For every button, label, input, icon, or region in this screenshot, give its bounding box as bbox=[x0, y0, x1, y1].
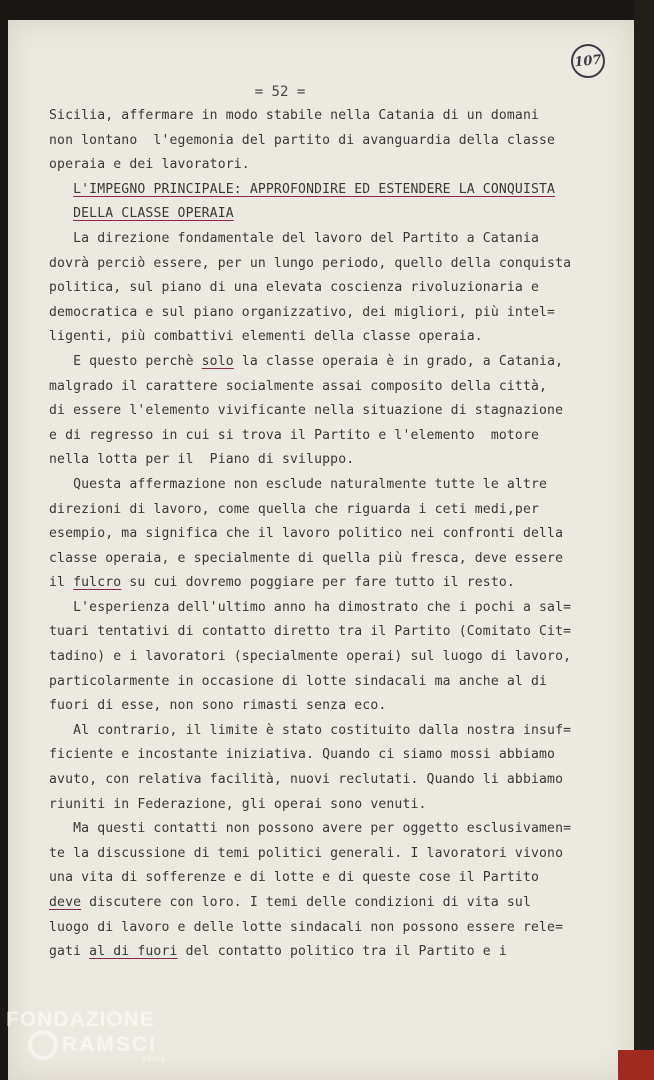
line-rest: su cui dovremo poggiare per fare tutto il resto. bbox=[121, 575, 515, 591]
text-line: La direzione fondamentale del lavoro del Partito a Catania bbox=[49, 230, 540, 246]
stamp-number: 107 bbox=[573, 52, 603, 70]
text-line bbox=[49, 940, 609, 965]
text-line: democratica e sul piano organizzativo, dei migliori, più intel= bbox=[49, 304, 556, 320]
typewritten-body bbox=[49, 104, 609, 965]
text-line: luogo di lavoro e delle lotte sindacali non possono essere rele= bbox=[49, 919, 564, 935]
text-line: direzioni di lavoro, come quella che riguarda i ceti medi,per bbox=[49, 501, 540, 517]
text-line: non lontano l'egemonia del partito di avanguardia della classe bbox=[49, 132, 556, 148]
text-line: di essere l'elemento vivificante nella situazione di stagnazione bbox=[49, 403, 564, 419]
underlined-word: deve bbox=[49, 895, 82, 910]
text-line: te la discussione di temi politici generali. I lavoratori vivono bbox=[49, 845, 564, 861]
section-heading bbox=[49, 202, 609, 227]
underlined-word: solo bbox=[201, 353, 234, 369]
text-line: ficiente e incostante iniziativa. Quando ci siamo mossi abbiamo bbox=[49, 747, 556, 763]
text-line: Questa affermazione non esclude naturalmente tutte le altre bbox=[49, 476, 548, 492]
fondazione-gramsci-watermark bbox=[6, 1008, 176, 1074]
text-line: Al contrario, il limite è stato costituito dalla nostra insuf= bbox=[49, 722, 572, 738]
text-line: nella lotta per il Piano di sviluppo. bbox=[49, 452, 355, 468]
text-line: politica, sul piano di una elevata coscienza rivoluzionaria e bbox=[49, 280, 540, 296]
heading-line-2: DELLA CLASSE OPERAIA bbox=[73, 206, 234, 222]
scan-border bbox=[634, 0, 654, 1080]
g-logo-icon bbox=[28, 1030, 58, 1060]
underlined-word: fulcro bbox=[73, 575, 122, 591]
line-rest: del contatto politico tra il Partito e i bbox=[177, 944, 507, 960]
text-line: avuto, con relativa facilità, nuovi reclutati. Quando li abbiamo bbox=[49, 772, 564, 788]
text-line: particolarmente in occasione di lotte sindacali ma anche al di bbox=[49, 673, 548, 689]
text-line: tuari tentativi di contatto diretto tra il Partito (Comitato Cit= bbox=[49, 624, 572, 640]
text-line: classe operaia, e specialmente di quella più fresca, deve essere bbox=[49, 550, 564, 566]
scan-corner-mark bbox=[618, 1050, 654, 1080]
watermark-onlus: onlus bbox=[142, 1056, 166, 1063]
heading-line-1: L'IMPEGNO PRINCIPALE: APPROFONDIRE ED ESTENDERE LA CONQUISTA bbox=[73, 181, 556, 197]
text-line: operaia e dei lavoratori. bbox=[49, 157, 250, 173]
watermark-line-1: FONDAZIONE bbox=[6, 1008, 155, 1031]
text-line: esempio, ma significa che il lavoro politico nei confronti della bbox=[49, 526, 564, 542]
text-line: L'esperienza dell'ultimo anno ha dimostrato che i pochi a sal= bbox=[49, 599, 572, 615]
text-line: una vita di sofferenze e di lotte e di queste cose il Partito bbox=[49, 870, 540, 886]
line-start: E questo perchè bbox=[49, 353, 202, 369]
underlined-phrase: al di fuori bbox=[89, 944, 178, 960]
text-line: riuniti in Federazione, gli operai sono venuti. bbox=[49, 796, 427, 812]
text-line: Ma questi contatti non possono avere per oggetto esclusivamen= bbox=[49, 821, 572, 837]
text-line: e di regresso in cui si trova il Partito e l'elemento motore bbox=[49, 427, 540, 443]
text-line: ligenti, più combattivi elementi della classe operaia. bbox=[49, 329, 483, 345]
page-number: = 52 = bbox=[254, 84, 306, 100]
line-rest: discutere con loro. I temi delle condizioni di vita sul bbox=[81, 895, 531, 910]
text-line bbox=[49, 571, 609, 596]
line-rest: la classe operaia è in grado, a Catania, bbox=[233, 353, 564, 369]
text-line bbox=[49, 891, 609, 916]
watermark-word: RAMSCI bbox=[62, 1033, 157, 1056]
text-line: tadino) e i lavoratori (specialmente operai) sul luogo di lavoro, bbox=[49, 649, 572, 665]
section-heading bbox=[49, 178, 609, 203]
line-start: gati bbox=[49, 944, 90, 960]
text-line: malgrado il carattere socialmente assai composito della città, bbox=[49, 378, 548, 394]
text-line: Sicilia, affermare in modo stabile nella Catania di un domani bbox=[49, 108, 540, 123]
text-line: dovrà perciò essere, per un lungo periodo, quello della conquista bbox=[49, 255, 572, 271]
line-start: il bbox=[49, 575, 74, 591]
text-line bbox=[49, 350, 609, 375]
text-line: fuori di esse, non sono rimasti senza eco. bbox=[49, 698, 387, 714]
